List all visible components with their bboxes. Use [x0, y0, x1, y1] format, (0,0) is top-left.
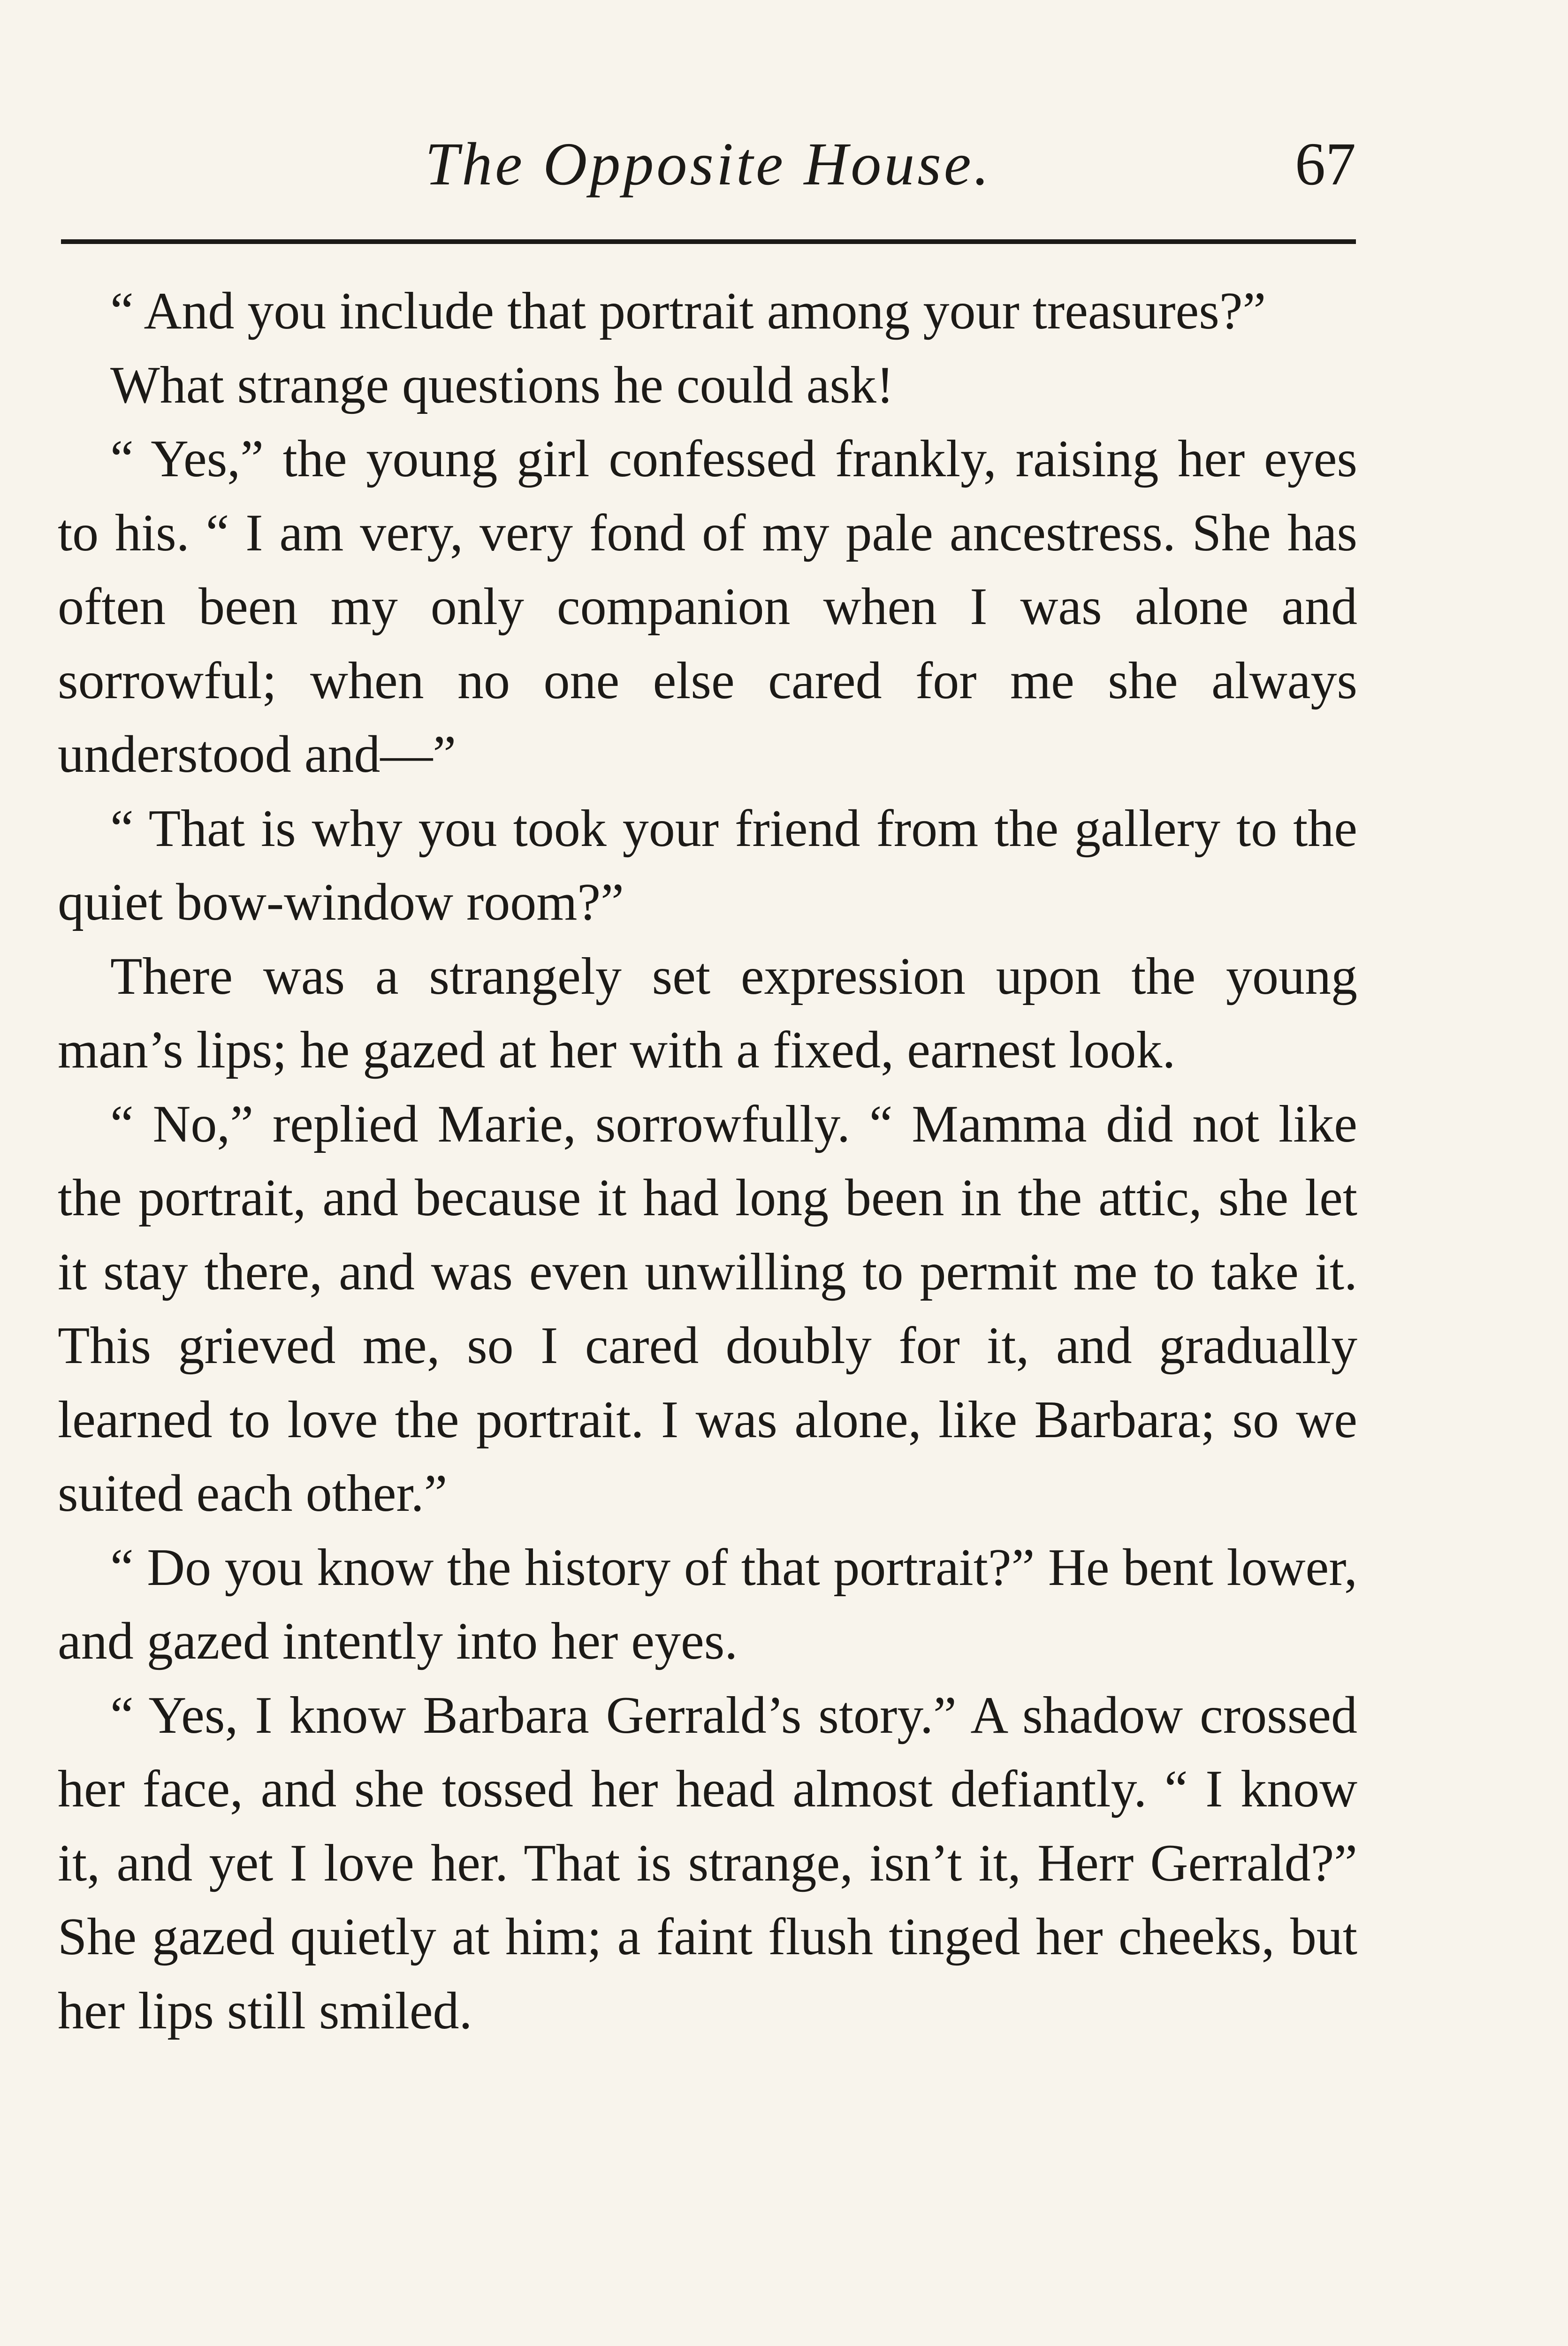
paragraph: “ Do you know the history of that portrait?” He bent lower, and gazed intently into her eyes.	[58, 1538, 1357, 1670]
running-title: The Opposite House.	[425, 130, 992, 198]
page-number: 67	[1295, 130, 1356, 198]
running-head	[61, 120, 1356, 213]
paragraph: There was a strangely set expression upon the young man’s lips; he gazed at her with a fixed, earnest look.	[58, 947, 1357, 1079]
paragraph: “ And you include that portrait among your treasures?”	[110, 282, 1266, 340]
body-text	[58, 274, 1357, 2048]
paragraph: “ No,” replied Marie, sorrowfully. “ Mamma did not like the portrait, and because it had long been in the attic, she let it stay there, and was even unwilling to permit me to take it. This grieved me, so I cared doubly for it, and gradually learned to love the portrait. I was alone, like Barbara; so we suited each other.”	[58, 1095, 1357, 1523]
header-rule	[61, 239, 1356, 244]
paragraph: “ Yes,” the young girl confessed frankly, raising her eyes to his. “ I am very, very fond of my pale ancestress. She has often been my only companion when I was alone and sorrowful; when no one else cared for me she always understood and—”	[58, 430, 1357, 784]
paragraph: “ That is why you took your friend from the gallery to the quiet bow-window room?”	[58, 799, 1357, 931]
paragraph: “ Yes, I know Barbara Gerrald’s story.” A shadow crossed her face, and she tossed her head almost defiantly. “ I know it, and yet I love her. That is strange, isn’t it, Herr Gerrald?” She gazed quietly at him; a faint flush tinged her cheeks, but her lips still smiled.	[58, 1686, 1357, 2040]
paragraph: What strange questions he could ask!	[110, 356, 894, 414]
